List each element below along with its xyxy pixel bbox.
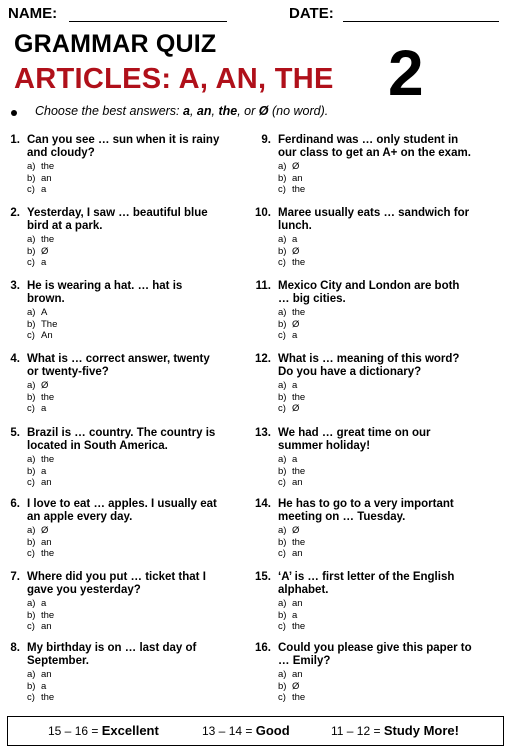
answer-option[interactable] [27,681,222,693]
answer-option[interactable] [27,669,222,681]
option-text: an [41,621,52,632]
answer-option[interactable] [278,319,473,331]
option-letter: b) [278,536,287,548]
option-letter: c) [27,548,35,559]
answer-option[interactable] [27,380,222,392]
answer-options [278,598,473,633]
answer-option[interactable] [27,257,222,269]
option-text: a [41,680,47,692]
option-letter: a) [27,525,36,536]
option-letter: b) [278,391,287,403]
question-number: 4. [10,353,20,365]
answer-option[interactable] [278,330,473,342]
option-text: A [41,307,48,318]
question-text: He is wearing a hat. … hat is brown. [27,280,183,305]
question-text: Could you please give this paper to … Emily? [278,642,472,667]
answer-option[interactable] [27,692,222,704]
option-letter: b) [27,172,36,184]
answer-option[interactable] [278,598,473,610]
answer-option[interactable] [27,330,222,342]
option-text: the [292,184,306,195]
option-letter: b) [278,680,287,692]
answer-options [27,598,222,633]
date-field[interactable] [343,5,499,22]
answer-option[interactable] [278,548,473,560]
answer-option[interactable] [278,466,473,478]
answer-option[interactable] [27,454,222,466]
option-letter: a) [278,598,287,609]
question-text: ‘A’ is … first letter of the English alphabet. [278,571,455,596]
question-text: Ferdinand was … only student in our class to get an A+ on the exam. [278,134,471,159]
answer-option[interactable] [278,537,473,549]
option-text: the [292,692,306,703]
question-item [0,280,222,342]
option-text: Ø [292,318,300,330]
answer-options [27,525,222,560]
question-number: 3. [10,280,20,292]
answer-option[interactable] [27,184,222,196]
option-text: an [292,669,303,680]
answer-option[interactable] [27,392,222,404]
option-text: the [41,692,55,703]
option-letter: a) [278,161,287,172]
answer-option[interactable] [278,669,473,681]
option-letter: c) [27,257,35,268]
score-key [7,716,504,746]
question-number: 2. [10,207,20,219]
answer-options [278,525,473,560]
answer-option[interactable] [278,681,473,693]
option-text: a [292,454,298,465]
answer-option[interactable] [27,621,222,633]
answer-option[interactable] [278,610,473,622]
answer-option[interactable] [27,307,222,319]
option-text: The [41,318,58,330]
answer-option[interactable] [278,403,473,415]
question-text: Can you see … sun when it is rainy and cloudy? [27,134,220,159]
bullet-icon [11,110,17,116]
option-text: the [292,465,306,477]
answer-option[interactable] [27,537,222,549]
option-text: Ø [292,403,300,414]
option-letter: a) [27,307,36,318]
option-text: an [292,548,303,559]
question-text: Where did you put … ticket that I gave you yesterday? [27,571,206,596]
option-text: Ø [292,525,300,536]
option-letter: a) [27,161,36,172]
option-letter: a) [278,307,287,318]
answer-option[interactable] [27,319,222,331]
answer-option[interactable] [27,466,222,478]
option-letter: c) [278,692,286,703]
option-text: an [292,172,303,184]
answer-option[interactable] [278,173,473,185]
question-item [0,353,222,415]
question-item [0,207,222,269]
option-letter: b) [278,318,287,330]
date-label: DATE: [289,5,334,22]
name-label: NAME: [8,5,58,22]
option-letter: b) [278,465,287,477]
question-number: 5. [10,427,20,439]
score-good: 13 – 14 = Good [202,723,290,738]
option-letter: a) [278,234,287,245]
question-number: 7. [10,571,20,583]
question-text: He has to go to a very important meeting on … Tuesday. [278,498,454,523]
question-text: My birthday is on … last day of September. [27,642,197,667]
question-number: 6. [10,498,20,510]
question-number: 16. [255,642,271,654]
question-item [251,134,473,196]
instructions-option-the: the [218,104,238,118]
question-number: 12. [255,353,271,365]
option-text: a [41,465,47,477]
option-letter: a) [27,669,36,680]
option-letter: c) [278,184,286,195]
option-text: a [41,257,47,268]
answer-option[interactable] [278,234,473,246]
option-text: the [292,621,306,632]
answer-option[interactable] [278,184,473,196]
option-letter: b) [27,536,36,548]
answer-option[interactable] [27,477,222,489]
option-text: the [41,161,55,172]
question-item [0,571,222,633]
option-letter: c) [278,257,286,268]
option-text: Ø [292,680,300,692]
question-number: 14. [255,498,271,510]
question-number: 13. [255,427,271,439]
question-text: Mexico City and London are both … big cities. [278,280,460,305]
question-item [0,427,222,489]
option-text: the [292,307,306,318]
instructions-suffix: (no word). [268,104,329,118]
score-study-more: 11 – 12 = Study More! [331,723,459,738]
question-number: 15. [255,571,271,583]
question-text: Brazil is … country. The country is located in South America. [27,427,216,452]
question-number: 11. [255,280,271,292]
option-letter: c) [27,692,35,703]
option-letter: a) [278,380,287,391]
option-text: the [292,536,306,548]
option-text: a [292,234,298,245]
answer-option[interactable] [278,477,473,489]
option-letter: c) [27,477,35,488]
answer-options [278,669,473,704]
answer-options [278,161,473,196]
answer-option[interactable] [27,403,222,415]
option-letter: b) [278,245,287,257]
question-number: 1. [10,134,20,146]
answer-options [27,307,222,342]
option-text: Ø [292,161,300,172]
question-number: 8. [10,642,20,654]
option-text: an [41,172,52,184]
option-text: Ø [41,245,49,257]
option-text: the [292,391,306,403]
option-letter: b) [27,391,36,403]
option-text: a [292,380,298,391]
answer-options [27,454,222,489]
option-text: Ø [41,380,49,391]
answer-option[interactable] [27,161,222,173]
option-letter: b) [27,609,36,621]
answer-options [27,161,222,196]
answer-option[interactable] [27,610,222,622]
option-text: the [41,609,55,621]
option-text: an [41,669,52,680]
answer-option[interactable] [27,173,222,185]
option-text: a [292,330,298,341]
option-text: the [41,391,55,403]
option-letter: a) [27,234,36,245]
question-item [0,642,222,704]
question-text: What is … correct answer, twenty or twenty-five? [27,353,210,378]
instructions-prefix: Choose the best answers: [35,104,183,118]
option-text: a [41,184,47,195]
instructions-option-a: a [183,104,190,118]
option-text: Ø [41,525,49,536]
answer-options [278,307,473,342]
option-letter: a) [278,525,287,536]
question-item [251,207,473,269]
answer-options [27,380,222,415]
answer-option[interactable] [278,246,473,258]
option-text: the [41,548,55,559]
instructions: Choose the best answers: a, an, the, or Ø (no word). [35,104,329,118]
option-text: an [41,477,52,488]
answer-option[interactable] [278,161,473,173]
option-letter: b) [278,172,287,184]
answer-options [278,454,473,489]
option-text: An [41,330,53,341]
option-text: a [41,403,47,414]
quiz-number: 2 [388,37,424,109]
question-item [251,427,473,489]
option-letter: b) [27,680,36,692]
option-letter: c) [27,330,35,341]
question-text: We had … great time on our summer holiday! [278,427,431,452]
option-letter: b) [27,245,36,257]
quiz-subtitle: ARTICLES: A, AN, THE [14,63,334,95]
option-text: an [292,598,303,609]
option-text: Ø [292,245,300,257]
option-letter: b) [27,318,36,330]
option-text: an [292,477,303,488]
option-text: a [41,598,47,609]
question-item [251,642,473,704]
option-text: the [292,257,306,268]
instructions-option-an: an [196,104,212,118]
option-text: a [292,609,298,621]
answer-option[interactable] [278,454,473,466]
option-letter: b) [278,609,287,621]
option-letter: a) [27,380,36,391]
question-item [251,498,473,560]
question-item [0,134,222,196]
option-letter: c) [27,184,35,195]
score-excellent: 15 – 16 = Excellent [48,723,159,738]
quiz-title: GRAMMAR QUIZ [14,30,217,58]
option-letter: c) [278,330,286,341]
option-letter: b) [27,465,36,477]
question-item [251,353,473,415]
question-text: Yesterday, I saw … beautiful blue bird at a park. [27,207,208,232]
answer-option[interactable] [27,598,222,610]
option-text: the [41,234,55,245]
answer-option[interactable] [278,621,473,633]
answer-option[interactable] [278,692,473,704]
option-text: the [41,454,55,465]
answer-option[interactable] [278,525,473,537]
option-letter: c) [278,477,286,488]
option-letter: a) [278,454,287,465]
option-text: an [41,536,52,548]
answer-option[interactable] [278,380,473,392]
option-letter: c) [278,403,286,414]
option-letter: a) [27,598,36,609]
answer-options [27,234,222,269]
answer-option[interactable] [27,246,222,258]
answer-options [278,234,473,269]
answer-option[interactable] [27,548,222,560]
answer-option[interactable] [278,257,473,269]
question-text: What is … meaning of this word? Do you have a dictionary? [278,353,460,378]
answer-options [278,380,473,415]
option-letter: c) [27,403,35,414]
option-letter: c) [278,621,286,632]
question-item [0,498,222,560]
instructions-option-zero: Ø [258,104,269,118]
answer-option[interactable] [278,392,473,404]
answer-option[interactable] [27,525,222,537]
question-number: 9. [261,134,271,146]
answer-option[interactable] [27,234,222,246]
question-number: 10. [255,207,271,219]
option-letter: c) [278,548,286,559]
question-item [251,571,473,633]
option-letter: a) [278,669,287,680]
option-letter: a) [27,454,36,465]
option-letter: c) [27,621,35,632]
answer-option[interactable] [278,307,473,319]
name-field[interactable] [69,5,227,22]
question-text: I love to eat … apples. I usually eat an apple every day. [27,498,217,523]
question-item [251,280,473,342]
answer-options [27,669,222,704]
question-text: Maree usually eats … sandwich for lunch. [278,207,470,232]
